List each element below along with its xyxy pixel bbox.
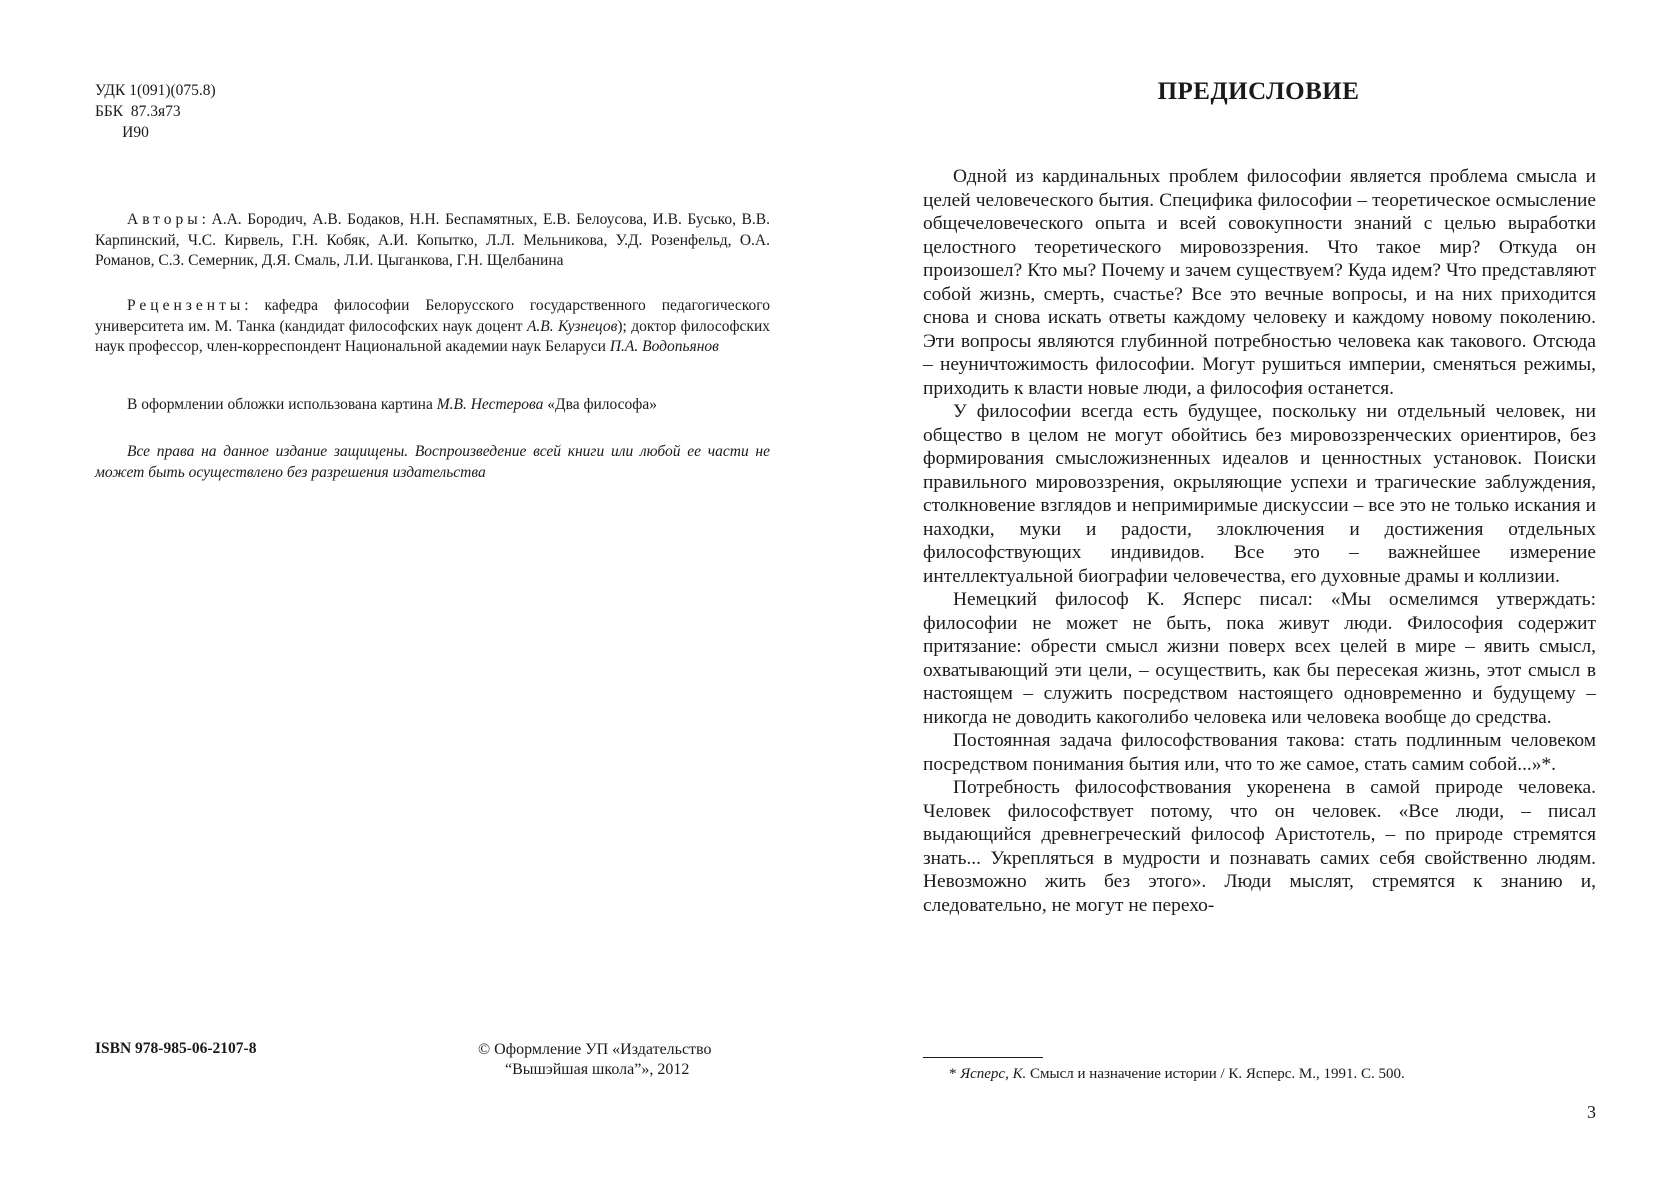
paragraph: Одной из кардинальных проблем философии является проблема смысла и целей человеческого бытия. Специфика философии – теоретическое осмысление общечеловеческого опыта и всей совокупности знаний с целью выработки целостного теоретического мировоззрения. Что такое мир? Откуда он произошел? Кто мы? Почему и зачем существуем? Куда идем? Что представляют собой жизнь, смерть, счастье? Все это вечные вопросы, и на них приходится снова и снова искать ответы каждому человеку и каждому новому поколению. Эти вопросы являются глубинной потребностью человека как такового. Отсюда – неуничтожимость философии. Могут рушиться империи, сменяться режимы, приходить к власти новые люди, а философия останется. <box>923 166 1596 399</box>
reviewer-name-2: П.А. Водопьянов <box>609 338 719 355</box>
cover-note <box>95 395 770 416</box>
authors-list: А.А. Бородич, А.В. Бодаков, Н.Н. Беспамятных, Е.В. Белоусова, И.В. Бусько, В.В. Карпинский, Ч.С. Кирвель, Г.Н. Кобяк, А.И. Копытко, Л.Л. Мельникова, У.Д. Розенфельд, О.А. Романов, С.З. Семерник, Д.Я. Смаль, Л.И. Цыганкова, Г.Н. Щелбанина <box>95 211 770 269</box>
reviewers-block: Рецензенты: кафедра философии Белорусского государственного педагогического университета им. М. Танка (кандидат философских наук доцент А.В. Кузнецов); доктор философских наук профессор, член-корреспондент Национальной академии наук Беларуси П.А. Водопьянов <box>95 297 770 355</box>
bbk-code: ББК 87.3я73 <box>95 103 181 120</box>
footnote-marker: * <box>949 1066 961 1082</box>
paragraph: Потребность философствования укоренена в самой природе человека. Человек философствует потому, что он человек. «Все люди, – писал выдающийся древнегреческий философ Аристотель, – по природе стремятся знать... Укрепляться в мудрости и познавать самих себя свойственно людям. Невозможно жить без этого». Люди мыслят, стремятся к знанию и, следовательно, не могут не перехо- <box>923 777 1596 916</box>
copyright-block <box>478 1040 711 1080</box>
author-mark: И90 <box>95 124 149 141</box>
cover-note-text: В оформлении обложки использована картина <box>127 396 437 413</box>
rights-notice: Все права на данное издание защищены. Воспроизведение всей книги или любой ее части не может быть осуществлено без разрешения издательства <box>95 443 770 481</box>
paragraph: Немецкий философ К. Ясперс писал: «Мы осмелимся утверждать: философии не может не быть, пока живут люди. Философия содержит притязание: обрести смысл жизни поверх всех целей в мире – явить смысл, охватывающий эти цели, – осуществить, как бы пересекая жизнь, этот смысл в настоящем – служить посредством настоящего одновременно и будущему – никогда не доводить какоголибо человека или человека вообще до средства. <box>923 589 1596 728</box>
preface-body <box>923 165 1596 917</box>
cover-artist: М.В. Нестерова <box>436 396 544 413</box>
authors-block: Авторы: А.А. Бородич, А.В. Бодаков, Н.Н. Беспамятных, Е.В. Белоусова, И.В. Бусько, В.В. Карпинский, Ч.С. Кирвель, Г.Н. Кобяк, А.И. Копытко, Л.Л. Мельникова, У.Д. Розенфельд, О.А. Романов, С.З. Семерник, Д.Я. Смаль, Л.И. Цыганкова, Г.Н. Щелбанина <box>95 211 770 269</box>
reviewers-label: Рецензенты <box>127 297 245 314</box>
page-title: ПРЕДИСЛОВИЕ <box>1157 78 1360 105</box>
reviewers-text-2: ); доктор философских наук профессор, член-корреспондент Национальной академии наук Беларуси <box>95 317 770 355</box>
page-number: 3 <box>1587 1102 1596 1122</box>
reviewer-name-1: А.В. Кузнецов <box>526 317 618 335</box>
cover-painting-title: «Два философа» <box>543 396 657 413</box>
copyright-line-1: © Оформление УП «Издательство <box>478 1041 712 1058</box>
classification-block <box>95 80 216 143</box>
copyright-line-2: “Вышэйшая школа”», 2012 <box>505 1061 690 1078</box>
authors-label: Авторы <box>127 211 202 228</box>
reviewers-text-1: кафедра философии Белорусского государственного педагогического университета им. М. Танка (кандидат философских наук доцент <box>95 297 770 335</box>
paragraph: Постоянная задача философствования такова: стать подлинным человеком посредством понимания бытия или, что то же самое, стать самим собой...»*. <box>923 730 1596 775</box>
footnote-author: Ясперс, К. <box>960 1066 1027 1082</box>
right-page <box>839 0 1678 1182</box>
isbn: ISBN 978-985-06-2107-8 <box>95 1040 257 1057</box>
udk-code: УДК 1(091)(075.8) <box>95 82 216 99</box>
footnote-rule <box>923 1057 1043 1058</box>
footnote-text: Смысл и назначение истории / К. Ясперс. М., 1991. С. 500. <box>1026 1066 1405 1082</box>
footnote <box>949 1066 1405 1083</box>
paragraph: У философии всегда есть будущее, поскольку ни отдельный человек, ни общество в целом не могут обойтись без мировоззренческих ориентиров, без формирования смысложизненных идеалов и ценностных установок. Поиски правильного мировоззрения, окрыляющие успехи и трагические заблуждения, столкновение взглядов и непримиримые дискуссии – все это не только искания и находки, муки и радости, злоключения и достижения отдельных философствующих индивидов. Все это – важнейшее измерение интеллектуальной биографии человечества, его духовные драмы и коллизии. <box>923 401 1596 587</box>
